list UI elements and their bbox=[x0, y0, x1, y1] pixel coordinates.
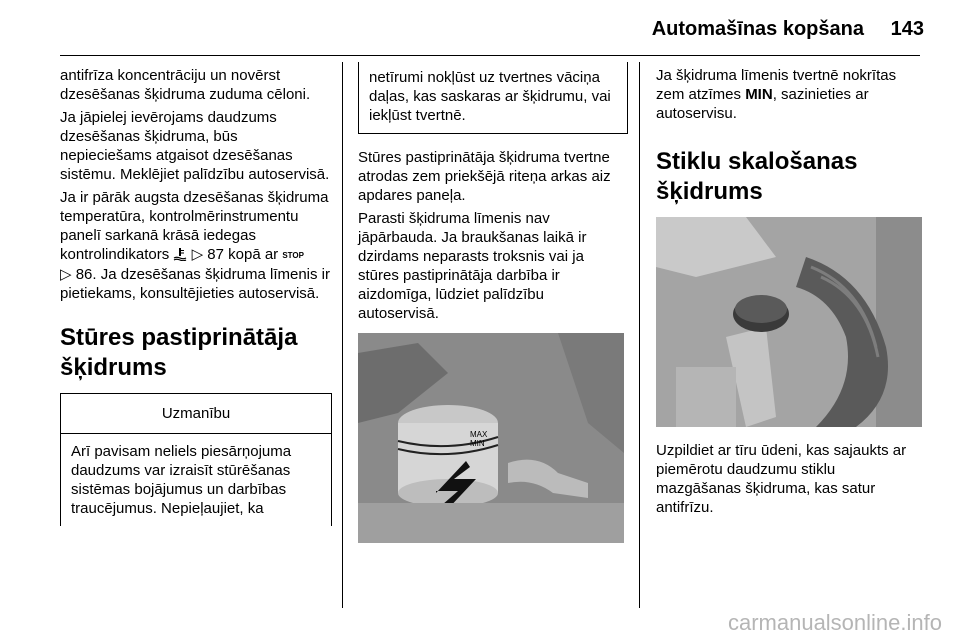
paragraph: Ja jāpielej ievērojams daudzums dzesēšanas šķidruma, būs nepieciešams atgaisot dzesēšanas sistēmu. Meklējiet palīdzību autoservisā. bbox=[60, 109, 330, 183]
power-steering-reservoir-photo bbox=[358, 333, 624, 543]
page-header bbox=[0, 0, 960, 58]
column-middle bbox=[358, 66, 628, 543]
section-heading: Stiklu skalošanas šķidrums bbox=[656, 148, 858, 205]
paragraph: Parasti šķidruma līmenis nav jāpārbauda. Ja braukšanas laikā ir dzirdams neparasts troksnis vai ja stūres pastiprinātāja darbība ir aizdomīga, lūdziet palīdzību autoservisā. bbox=[358, 210, 587, 322]
warning-text: netīrumi nokļūst uz tvertnes vāciņa daļas, kas saskaras ar šķidrumu, vai iekļūst tvertnē. bbox=[369, 69, 611, 124]
column-left bbox=[60, 66, 332, 526]
section-heading: Stūres pastiprinātāja šķidrums bbox=[60, 324, 298, 381]
paragraph: antifrīza koncentrāciju un novērst dzesēšanas šķidruma zuduma cēloni. bbox=[60, 67, 311, 103]
page-number: 143 bbox=[890, 18, 924, 40]
min-mark-text: MIN bbox=[745, 86, 773, 103]
paragraph: Stūres pastiprinātāja šķidruma tvertne atrodas zem priekšējā riteņa arkas aiz apdares paneļa. bbox=[358, 149, 611, 204]
paragraph: Uzpildiet ar tīru ūdeni, kas sajaukts ar piemērotu daudzumu stiklu mazgāšanas šķidruma, kas satur antifrīzu. bbox=[656, 442, 907, 516]
header-rule bbox=[60, 55, 920, 56]
section-title: Automašīnas kopšana bbox=[651, 18, 864, 40]
reference-arrow-icon: ▷ bbox=[191, 246, 204, 263]
column-divider bbox=[342, 62, 343, 608]
max-mark-label: MAX bbox=[470, 430, 488, 439]
stop-icon: STOP bbox=[282, 251, 304, 260]
column-right bbox=[656, 66, 922, 521]
column-divider bbox=[639, 62, 640, 608]
warning-text: Arī pavisam neliels piesārņojuma daudzums var izraisīt stūrēšanas sistēmas bojājumus un darbības traucējumus. Nepieļaujiet, ka bbox=[71, 443, 292, 517]
warning-box bbox=[60, 393, 332, 526]
washer-fluid-reservoir-photo bbox=[656, 217, 922, 427]
paragraph: Ja šķidruma līmenis tvertnē nokrītas zem atzīmes MIN, sazinieties ar autoservisu. bbox=[656, 67, 897, 122]
coolant-temperature-icon bbox=[173, 247, 187, 261]
warning-box-continued bbox=[358, 62, 628, 134]
paragraph: Ja ir pārāk augsta dzesēšanas šķidruma temperatūra, kontrolmērinstrumentu panelī sarkanā krāsā iedegas kontrolindikators ▷ 87 kopā ar STOP ▷ 86. Ja dzesēšanas šķidruma līmenis ir pietiekams, konsultējieties autoservisā. bbox=[60, 189, 330, 302]
watermark: carmanualsonline.info bbox=[727, 610, 942, 635]
warning-title: Uzmanību bbox=[61, 394, 331, 434]
reservoir-illustration bbox=[358, 333, 624, 543]
reference-arrow-icon: ▷ bbox=[60, 266, 72, 283]
washer-reservoir-illustration bbox=[656, 217, 922, 427]
min-mark-label: MIN bbox=[470, 439, 485, 448]
